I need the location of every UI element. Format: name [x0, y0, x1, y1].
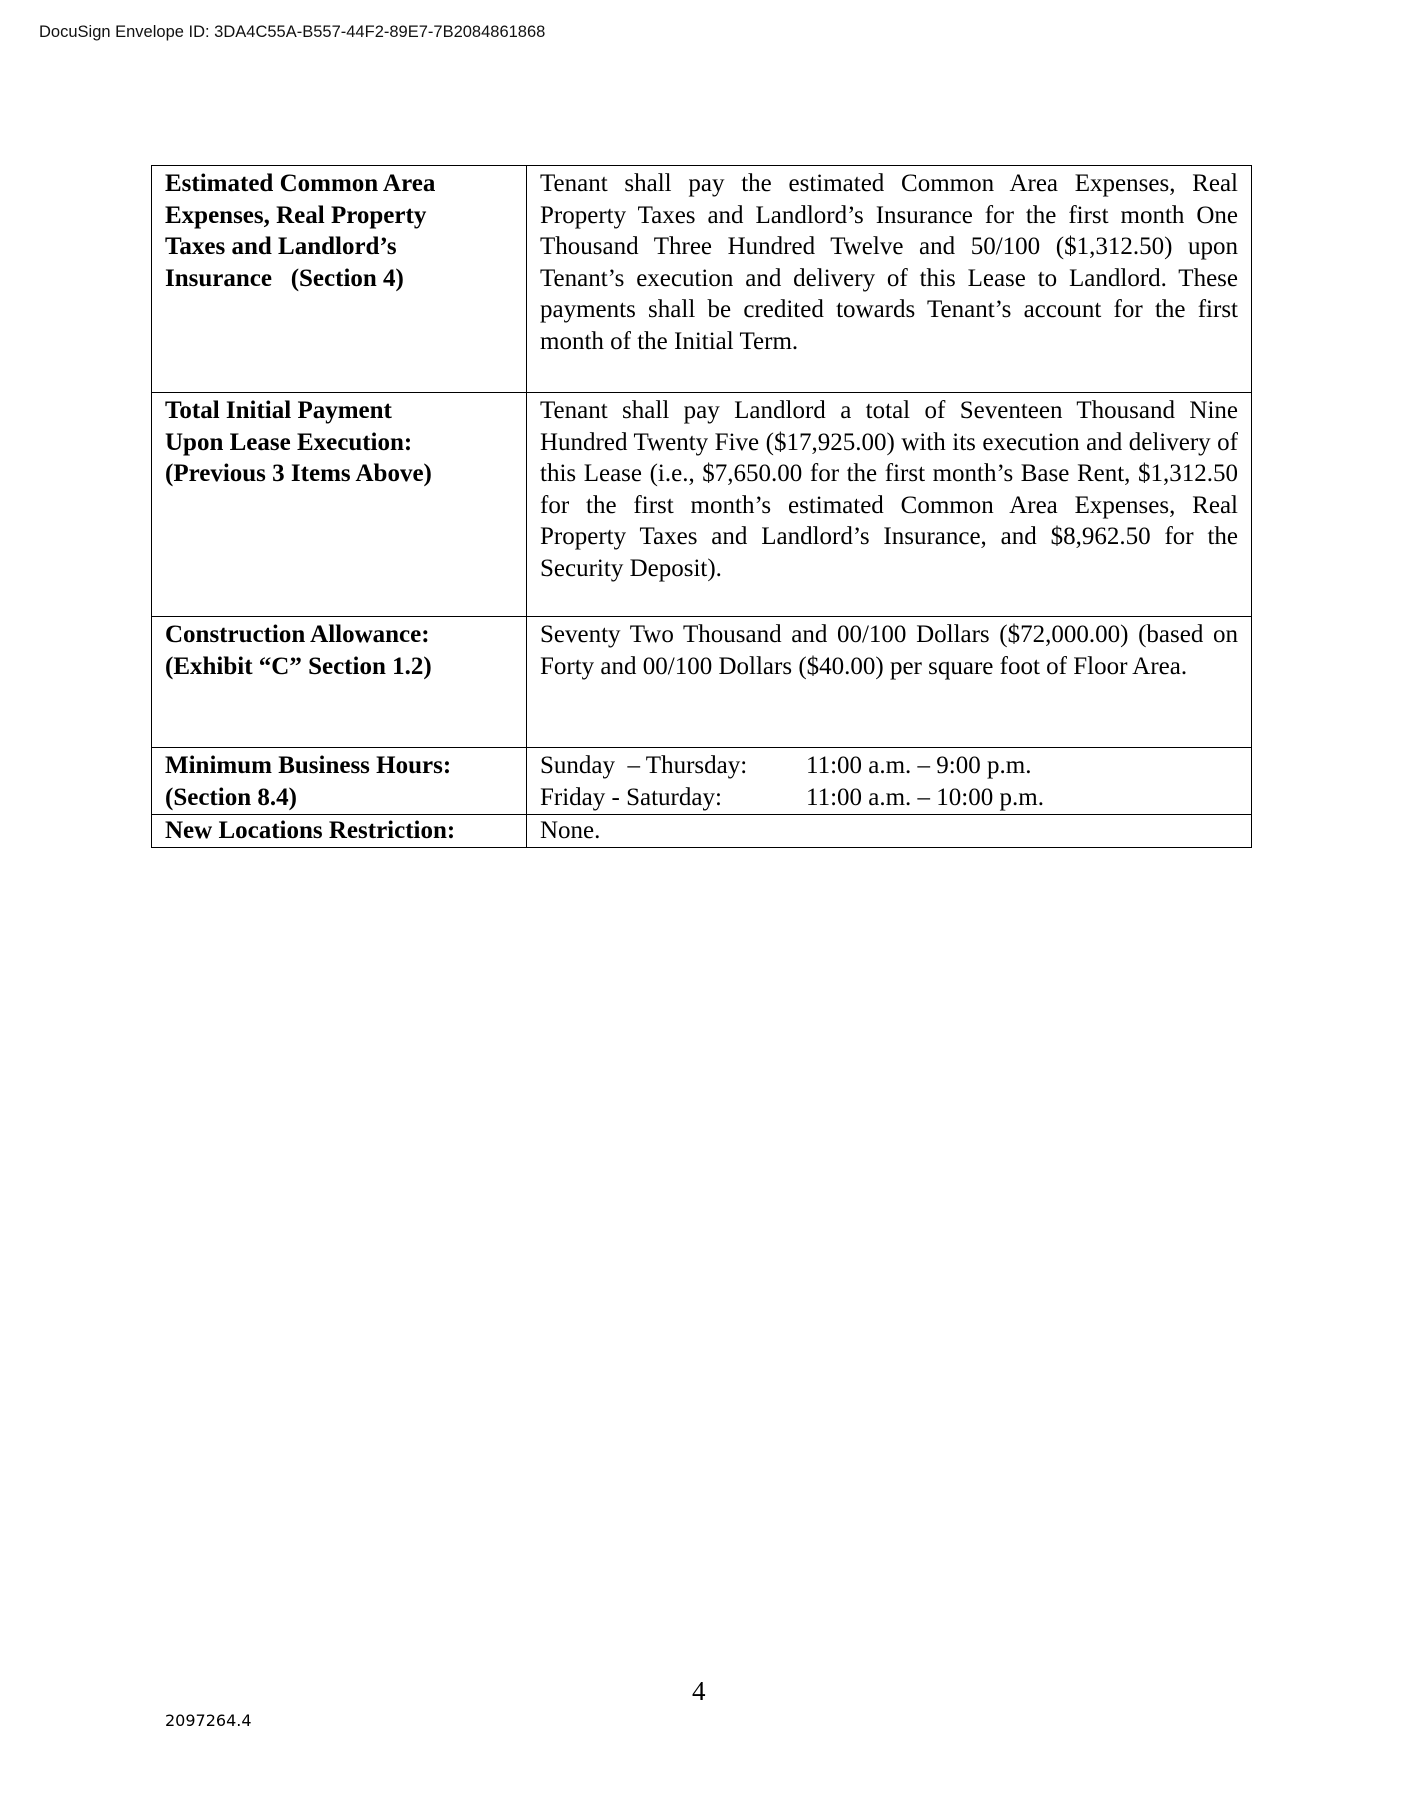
label-line: (Previous 3 Items Above) [165, 460, 432, 487]
label-line: New Locations Restriction: [165, 817, 456, 844]
row-value: None. [527, 815, 1252, 848]
label-line: Construction Allowance: [165, 621, 430, 648]
hours-time: 11:00 a.m. – 9:00 p.m. [806, 752, 1032, 779]
hours-days: Sunday – Thursday: [540, 752, 748, 779]
row-value: Tenant shall pay the estimated Common Area Expenses, Real Property Taxes and Landlord’s Insurance for the first month One Thousand Three Hundred Twelve and 50/100 ($1,312.50) upon Tenant’s execution and delivery of this Lease to Landlord. These payments shall be credited towards Tenant’s account for the first month of the Initial Term. [527, 166, 1252, 393]
table-row-construction-allowance [152, 617, 1252, 748]
label-line: Upon Lease Execution: [165, 428, 413, 456]
hours-time: 11:00 a.m. – 10:00 p.m. [806, 783, 1044, 811]
row-label [152, 748, 527, 815]
hours-entry [540, 750, 1238, 782]
label-line: Taxes and Landlord’s [165, 233, 397, 260]
row-label [152, 393, 527, 617]
row-value: Seventy Two Thousand and 00/100 Dollars ($72,000.00) (based on Forty and 00/100 Dollars ($40.00) per square foot of Floor Area. [527, 617, 1252, 748]
row-label [152, 815, 527, 848]
table-row-minimum-business-hours [152, 748, 1252, 815]
label-line: Estimated Common Area [165, 170, 436, 197]
lease-terms-table [151, 165, 1252, 848]
label-line: Insurance (Section 4) [165, 264, 404, 292]
docusign-envelope-id: DocuSign Envelope ID: 3DA4C55A-B557-44F2-89E7-7B2084861868 [39, 23, 546, 41]
table-row-total-initial-payment [152, 393, 1252, 617]
page-number: 4 [692, 1676, 706, 1706]
label-line: Expenses, Real Property [165, 201, 427, 229]
row-value [527, 748, 1252, 815]
hours-days: Friday - Saturday: [540, 783, 722, 811]
document-id: 2097264.4 [165, 1711, 252, 1730]
table-row-new-locations-restriction [152, 815, 1252, 848]
label-line: (Section 8.4) [165, 783, 297, 811]
row-label [152, 166, 527, 393]
row-label [152, 617, 527, 748]
label-line: Total Initial Payment [165, 397, 392, 424]
row-value: Tenant shall pay Landlord a total of Seventeen Thousand Nine Hundred Twenty Five ($17,925.00) with its execution and delivery of this Lease (i.e., $7,650.00 for the first month’s Base Rent, $1,312.50 for the first month’s estimated Common Area Expenses, Real Property Taxes and Landlord’s Insurance, and $8,962.50 for the Security Deposit). [527, 393, 1252, 617]
hours-entry [540, 782, 1238, 814]
label-line: Minimum Business Hours: [165, 752, 452, 779]
label-line: (Exhibit “C” Section 1.2) [165, 652, 432, 680]
table-row-common-area-expenses [152, 166, 1252, 393]
